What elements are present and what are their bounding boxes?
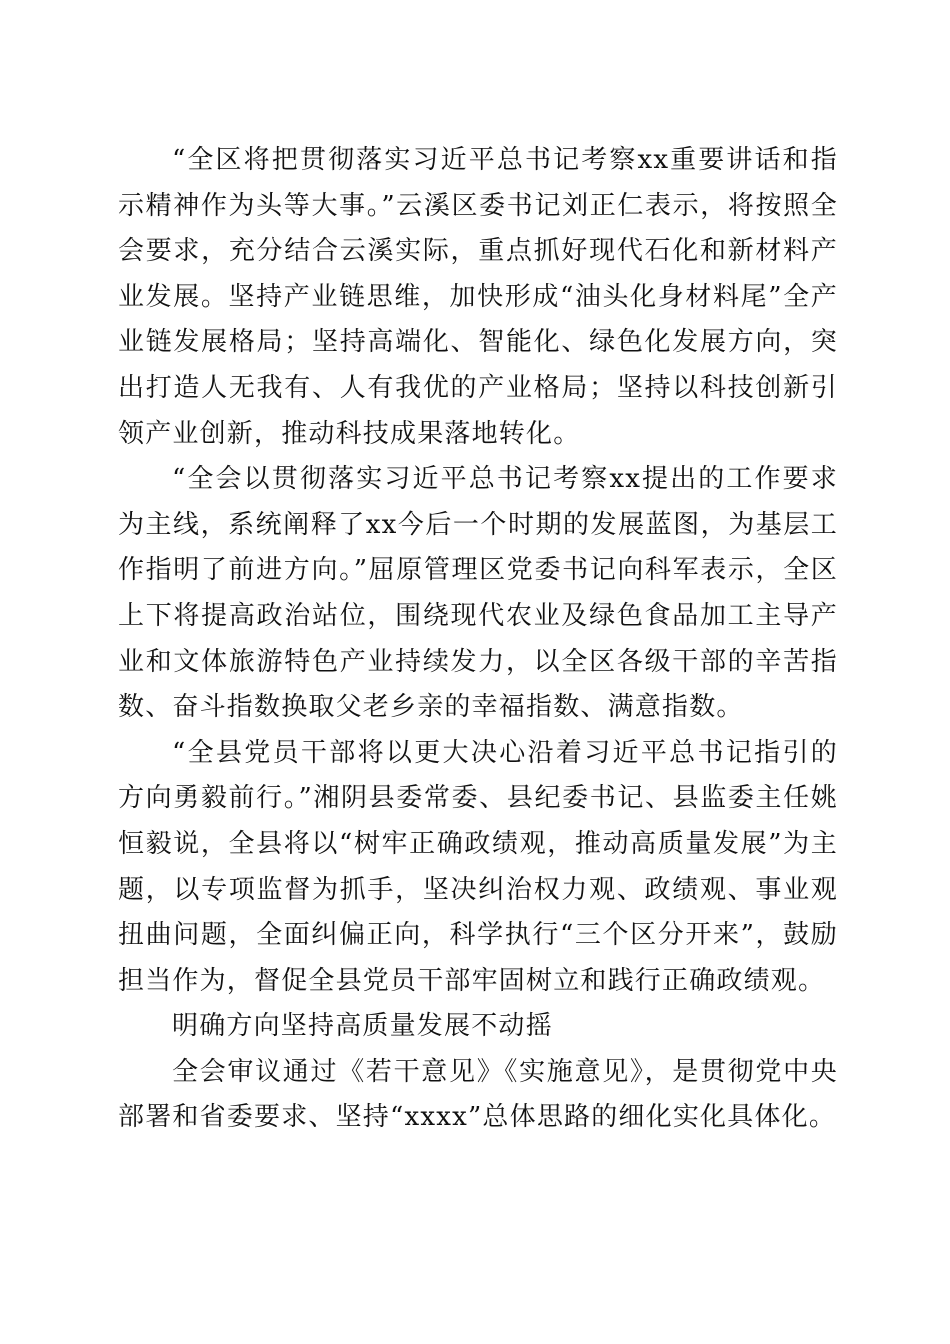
paragraph-yunxi-quote: “全区将把贯彻落实习近平总书记考察xx重要讲话和指示精神作为头等大事。”云溪区委书记刘正仁表示，将按照全会要求，充分结合云溪实际，重点抓好现代石化和新材料产业发展。坚持产业链思维，加快形成“油头化身材料尾”全产业链发展格局；坚持高端化、智能化、绿色化发展方向，突出打造人无我有、人有我优的产业格局；坚持以科技创新引领产业创新，推动科技成果落地转化。 <box>118 145 838 449</box>
paragraph-xiangyin-quote: “全县党员干部将以更大决心沿着习近平总书记指引的方向勇毅前行。”湘阴县委常委、县纪委书记、县监委主任姚恒毅说，全县将以“树牢正确政绩观，推动高质量发展”为主题，以专项监督为抓手，坚决纠治权力观、政绩观、事业观扭曲问题，全面纠偏正向，科学执行“三个区分开来”，鼓励担当作为，督促全县党员干部牢固树立和践行正确政绩观。 <box>118 737 838 996</box>
paragraph-quyuan-quote: “全会以贯彻落实习近平总书记考察xx提出的工作要求为主线，系统阐释了xx今后一个时期的发展蓝图，为基层工作指明了前进方向。”屈原管理区党委书记向科军表示，全区上下将提高政治站位，围绕现代农业及绿色食品加工主导产业和文体旅游特色产业持续发力，以全区各级干部的辛苦指数、奋斗指数换取父老乡亲的幸福指数、满意指数。 <box>118 464 838 723</box>
section-heading: 明确方向坚持高质量发展不动摇 <box>172 1011 553 1042</box>
paragraph-plenary-review: 全会审议通过《若干意见》《实施意见》，是贯彻党中央部署和省委要求、坚持“xxxx”总体思路的细化实化具体化。 <box>118 1056 838 1133</box>
document-body <box>118 138 838 1141</box>
